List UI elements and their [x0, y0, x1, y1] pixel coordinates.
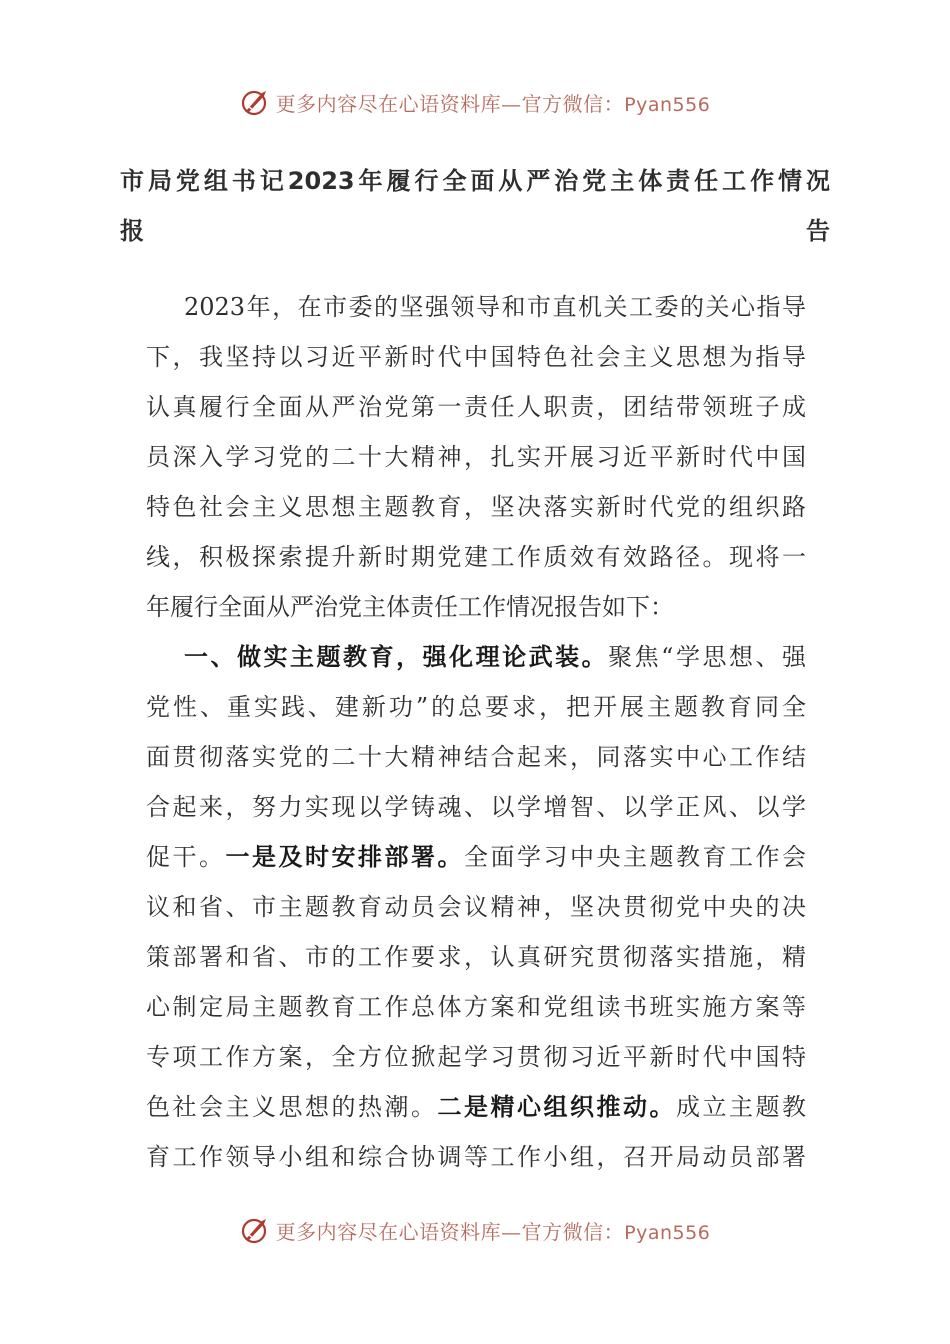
banner-text: 更多内容尽在心语资料库—官方微信： — [275, 91, 625, 116]
paragraph-line: 员深入学习党的二十大精神，扎实开展习近平新时代中国 — [146, 443, 806, 471]
subsection-heading: 二是精心组织推动。 — [437, 1093, 676, 1121]
paragraph-line: 线，积极探索提升新时期党建工作质效有效路径。现将一 — [146, 543, 806, 571]
paragraph-line: 策部署和省、市的工作要求，认真研究贯彻落实措施，精 — [146, 943, 806, 971]
title-line: 报告 — [120, 217, 830, 245]
section-heading-line — [146, 632, 806, 682]
paragraph-line: 育工作领导小组和综合协调等工作小组，召开局动员部署 — [146, 1143, 806, 1171]
paragraph-line: 认真履行全面从严治党第一责任人职责，团结带领班子成 — [146, 393, 806, 421]
paragraph-text: 聚焦“学思想、强 — [608, 643, 806, 671]
footer-watermark-banner — [0, 1210, 950, 1250]
header-watermark-banner — [0, 82, 950, 122]
paragraph-line — [146, 1082, 806, 1132]
paragraph-line — [146, 832, 806, 882]
paragraph-line: 2023年，在市委的坚强领导和市直机关工委的关心指导 — [184, 293, 806, 321]
banner-wechat-id: Pyan556 — [624, 1221, 711, 1244]
quill-pen-logo-icon — [240, 87, 270, 117]
title-line: 市局党组书记2023年履行全面从严治党主体责任工作情况 — [120, 167, 830, 195]
paragraph-line: 专项工作方案，全方位掀起学习贯彻习近平新时代中国特 — [146, 1043, 806, 1071]
paragraph-text: 全面学习中央主题教育工作会 — [464, 843, 806, 871]
paragraph-line: 下，我坚持以习近平新时代中国特色社会主义思想为指导 — [146, 343, 806, 371]
paragraph-text: 促干。 — [146, 843, 226, 871]
paragraph-text: 色社会主义思想的热潮。 — [146, 1093, 438, 1121]
banner-wechat-id: Pyan556 — [624, 93, 711, 116]
banner-text: 更多内容尽在心语资料库—官方微信： — [275, 1219, 625, 1244]
paragraph-line: 特色社会主义思想主题教育，坚决落实新时代党的组织路 — [146, 493, 806, 521]
paragraph-text: 成立主题教 — [676, 1093, 806, 1121]
paragraph-line: 心制定局主题教育工作总体方案和党组读书班实施方案等 — [146, 993, 806, 1021]
paragraph-line: 议和省、市主题教育动员会议精神，坚决贯彻党中央的决 — [146, 893, 806, 921]
section-heading: 一、做实主题教育，强化理论武装。 — [184, 643, 609, 671]
quill-pen-logo-icon — [240, 1215, 270, 1245]
paragraph-line: 合起来，努力实现以学铸魂、以学增智、以学正风、以学 — [146, 793, 806, 821]
document-body — [146, 282, 806, 1182]
paragraph-line: 党性、重实践、建新功”的总要求，把开展主题教育同全 — [146, 693, 806, 721]
document-title — [120, 156, 830, 256]
subsection-heading: 一是及时安排部署。 — [225, 843, 464, 871]
paragraph-line: 年履行全面从严治党主体责任工作情况报告如下： — [146, 593, 674, 621]
paragraph-line: 面贯彻落实党的二十大精神结合起来，同落实中心工作结 — [146, 743, 806, 771]
